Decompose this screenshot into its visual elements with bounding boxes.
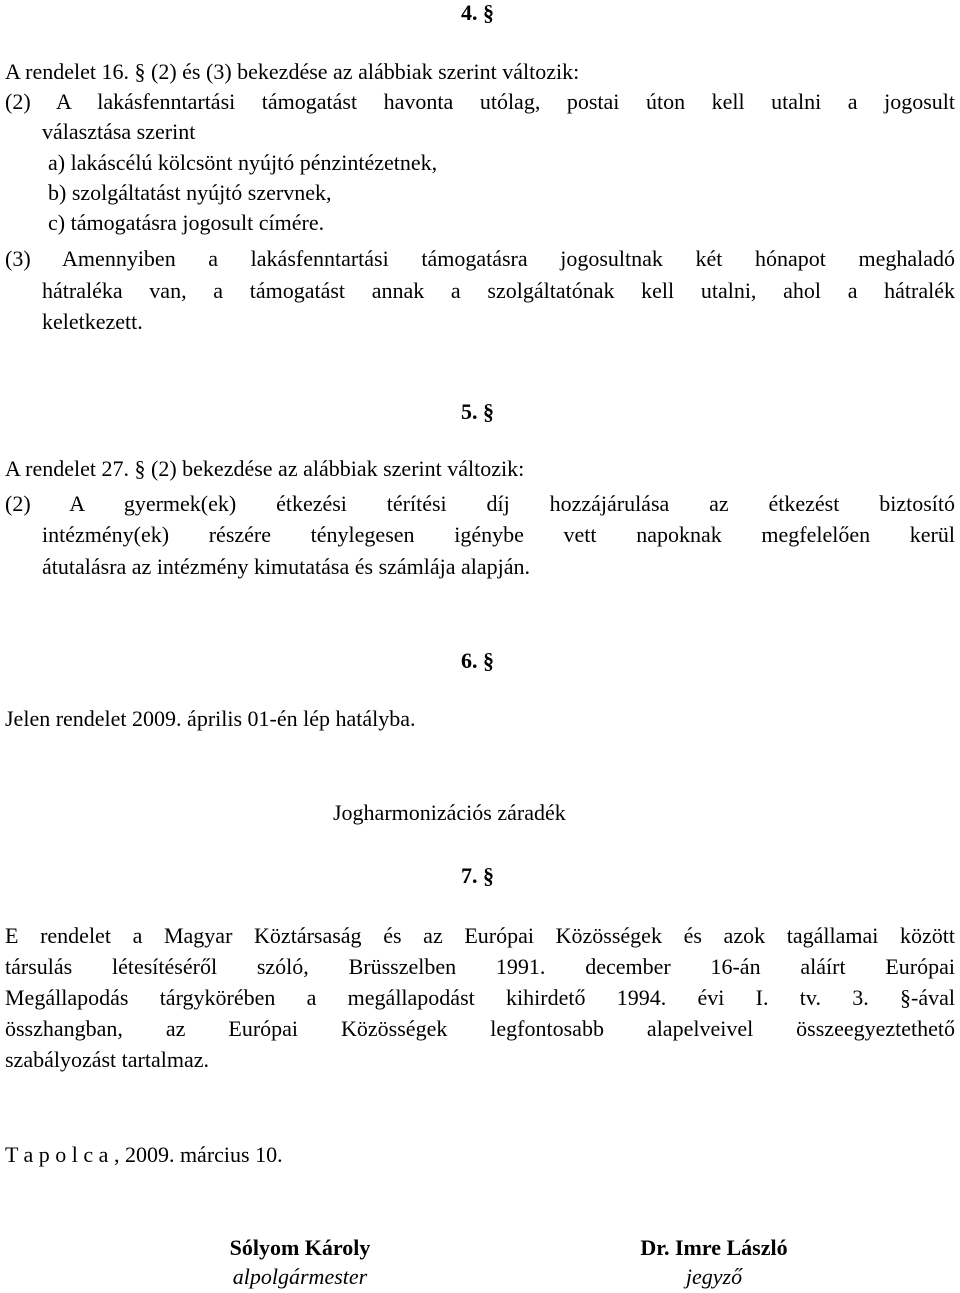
section-5-intro: A rendelet 27. § (2) bekezdése az alábbiak szerint változik: (5, 456, 525, 481)
signature-right-name: Dr. Imre László (640, 1235, 788, 1260)
section-4-paragraph-3-line-1: (3) Amennyiben a lakásfenntartási támogatásra jogosultnak két hónapot meghaladó (5, 246, 955, 271)
section-5-heading: 5. § (461, 399, 494, 424)
section-4-item-a: a) lakáscélú kölcsönt nyújtó pénzintézetnek, (48, 150, 438, 175)
section-4-paragraph-2-line-1: (2) A lakásfenntartási támogatást havonta utólag, postai úton kell utalni a jogosult (5, 89, 955, 114)
section-7-line-2: társulás létesítéséről szóló, Brüsszelben 1991. december 16-án aláírt Európai (5, 954, 955, 979)
signature-right-title: jegyző (685, 1264, 743, 1289)
place-and-date: T a p o l c a , 2009. március 10. (5, 1142, 283, 1167)
signature-left-name: Sólyom Károly (229, 1235, 371, 1260)
section-4-paragraph-3-line-2: hátraléka van, a támogatást annak a szolgáltatónak kell utalni, ahol a hátralék (42, 278, 955, 303)
section-4-heading: 4. § (461, 0, 494, 25)
section-4-paragraph-3-line-3: keletkezett. (42, 309, 143, 334)
section-4-item-b: b) szolgáltatást nyújtó szervnek, (48, 180, 332, 205)
section-7-line-5: szabályozást tartalmaz. (5, 1047, 210, 1072)
section-5-paragraph-2-line-2: intézmény(ek) részére ténylegesen igénybe vett napoknak megfelelően kerül (42, 522, 955, 547)
section-4-item-c: c) támogatásra jogosult címére. (48, 210, 325, 235)
section-7-line-1: E rendelet a Magyar Köztársaság és az Európai Közösségek és azok tagállamai között (5, 923, 955, 948)
section-7-line-3: Megállapodás tárgykörében a megállapodást kihirdető 1994. évi I. tv. 3. §-ával (5, 985, 955, 1010)
section-7-heading: 7. § (461, 863, 494, 888)
jogharmonizacios-zaradek-title: Jogharmonizációs záradék (333, 800, 566, 825)
section-6-heading: 6. § (461, 648, 494, 673)
section-5-paragraph-2-line-1: (2) A gyermek(ek) étkezési térítési díj hozzájárulása az étkezést biztosító (5, 491, 955, 516)
section-7-line-4: összhangban, az Európai Közösségek legfontosabb alapelveivel összeegyeztethető (5, 1016, 955, 1041)
section-4-intro: A rendelet 16. § (2) és (3) bekezdése az alábbiak szerint változik: (5, 59, 580, 84)
section-5-paragraph-2-line-3: átutalásra az intézmény kimutatása és számlája alapján. (42, 554, 531, 579)
signature-left-title: alpolgármester (232, 1264, 368, 1289)
section-6-text: Jelen rendelet 2009. április 01-én lép hatályba. (5, 706, 416, 731)
section-4-paragraph-2-line-2: választása szerint (42, 119, 196, 144)
